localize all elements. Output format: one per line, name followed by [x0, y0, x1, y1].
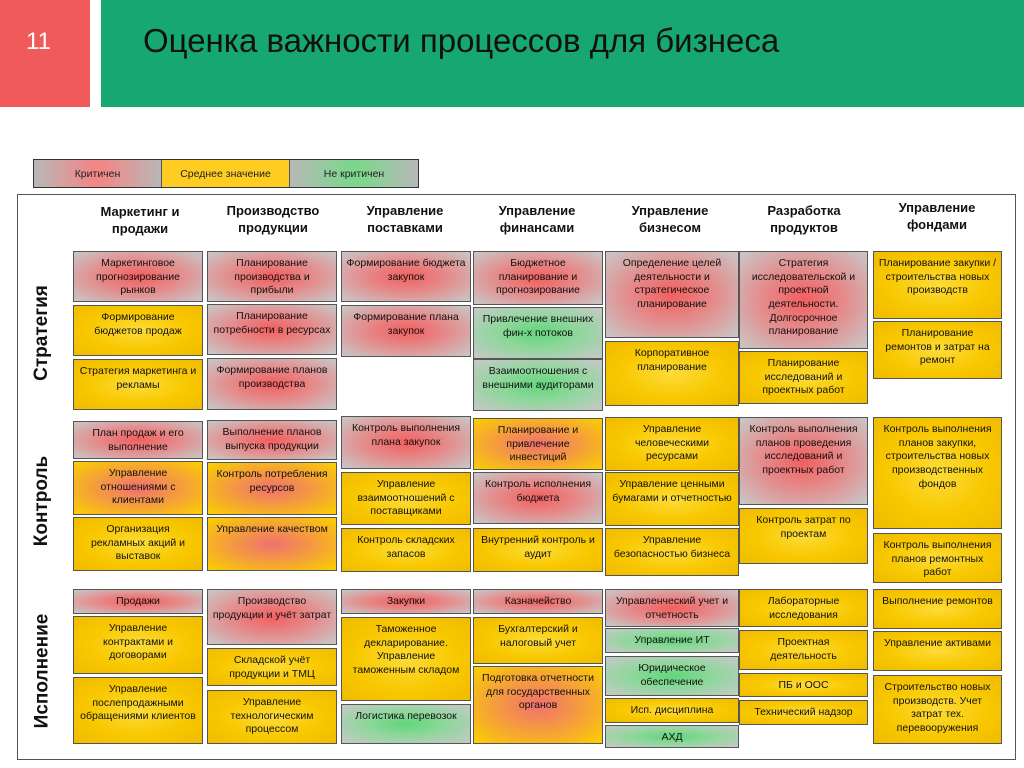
process-cell-supplier-relations: Управление взаимоотношений с поставщиками: [341, 472, 471, 525]
process-cell-investments: Планирование и привлечение инвестиций: [473, 418, 603, 470]
process-cell-it: Управление ИТ: [605, 628, 739, 653]
process-cell-safety-env: ПБ и ООС: [739, 673, 868, 697]
column-header-development: Разработка продуктов: [767, 203, 841, 235]
process-cell-quality: Управление качеством: [207, 517, 337, 571]
process-cell-warehouse: Складской учёт продукции и ТМЦ: [207, 648, 337, 686]
process-cell-sales-budget: Формирование бюджетов продаж: [73, 305, 203, 356]
process-cell-security: Управление безопасностью бизнеса: [605, 528, 739, 576]
header-divider: [92, 0, 101, 107]
process-cell-production-plans: Формирование планов производства: [207, 358, 337, 410]
process-cell-sales: Продажи: [73, 589, 203, 614]
process-cell-auditors: Взаимоотношения с внешними аудиторами: [473, 359, 603, 411]
process-cell-resource-control: Контроль потребления ресурсов: [207, 462, 337, 515]
process-cell-project-activity: Проектная деятельность: [739, 630, 868, 670]
slide-number-box: [0, 0, 90, 107]
process-cell-construction-planning: Планирование закупки / строительства новых производств: [873, 251, 1002, 319]
process-cell-marketing-strategy: Стратегия маркетинга и рекламы: [73, 359, 203, 410]
process-cell-ad-campaigns: Организация рекламных акций и выставок: [73, 517, 203, 571]
legend-critical: Критичен: [34, 160, 162, 187]
process-cell-internal-audit: Внутренний контроль и аудит: [473, 528, 603, 572]
process-cell-sales-plan: План продаж и его выполнение: [73, 421, 203, 459]
process-cell-lab-research: Лабораторные исследования: [739, 589, 868, 627]
page-title: Оценка важности процессов для бизнеса: [143, 22, 780, 59]
process-cell-research-control: Контроль выполнения планов проведения исследований и проектных работ: [739, 417, 868, 505]
process-cell-logistics: Логистика перевозок: [341, 704, 471, 744]
process-cell-budget-execution: Контроль исполнения бюджета: [473, 472, 603, 524]
process-cell-production-costing: Производство продукции и учёт затрат: [207, 589, 337, 645]
row-label-control: Контроль: [31, 455, 53, 547]
process-cell-stock-control: Контроль складских запасов: [341, 528, 471, 572]
process-cell-corporate-planning: Корпоративное планирование: [605, 341, 739, 406]
process-cell-treasury: Казначейство: [473, 589, 603, 614]
process-cell-strategic-planning: Определение целей деятельности и стратегическое планирование: [605, 251, 739, 338]
process-cell-project-costs: Контроль затрат по проектам: [739, 508, 868, 564]
process-cell-purchase-control: Контроль выполнения плана закупок: [341, 416, 471, 469]
process-cell-tech-process: Управление технологическим процессом: [207, 690, 337, 744]
process-cell-management-accounting: Управленческий учет и отчетность: [605, 589, 739, 627]
process-cell-resource-needs: Планирование потребности в ресурсах: [207, 304, 337, 355]
process-cell-aftersales: Управление послепродажными обращениями клиентов: [73, 677, 203, 744]
process-cell-repair-control: Контроль выполнения планов ремонтных работ: [873, 533, 1002, 583]
process-cell-research-planning: Планирование исследований и проектных работ: [739, 351, 868, 404]
process-cell-tech-supervision: Технический надзор: [739, 700, 868, 725]
process-cell-construction-control: Контроль выполнения планов закупки, строительства новых производственных фондов: [873, 417, 1002, 529]
process-cell-client-relations: Управление отношениями с клиентами: [73, 461, 203, 515]
process-cell-research-strategy: Стратегия исследовательской и проектной деятельности. Долгосрочное планирование: [739, 251, 868, 349]
process-cell-purchase-budget: Формирование бюджета закупок: [341, 251, 471, 302]
process-cell-purchases: Закупки: [341, 589, 471, 614]
process-cell-contracts: Управление контрактами и договорами: [73, 616, 203, 674]
column-header-supply: Управление поставками: [366, 203, 444, 235]
process-cell-purchase-plan: Формирование плана закупок: [341, 305, 471, 357]
process-cell-external-finance: Привлечение внешних фин-х потоков: [473, 307, 603, 359]
process-cell-output-plan: Выполнение планов выпуска продукции: [207, 420, 337, 460]
process-cell-production-planning: Планирование производства и прибыли: [207, 251, 337, 302]
legend-medium: Среднее значение: [162, 160, 290, 187]
column-header-funds: Управление фондами: [898, 200, 976, 232]
row-label-strategy: Стратегия: [31, 285, 53, 381]
legend-not-critical: Не критичен: [290, 160, 418, 187]
process-cell-discipline: Исп. дисциплина: [605, 698, 739, 723]
process-cell-assets: Управление активами: [873, 631, 1002, 671]
column-header-production: Производство продукции: [226, 203, 320, 235]
process-cell-new-construction: Строительство новых производств. Учет затрат тех. перевооружения: [873, 675, 1002, 744]
process-cell-hr: Управление человеческими ресурсами: [605, 417, 739, 471]
column-header-business: Управление бизнесом: [631, 203, 709, 235]
process-cell-marketing-forecast: Маркетинговое прогнозирование рынков: [73, 251, 203, 302]
process-cell-repairs: Выполнение ремонтов: [873, 589, 1002, 629]
process-cell-legal: Юридическое обеспечение: [605, 656, 739, 696]
row-label-execution: Исполнение: [31, 613, 53, 729]
process-cell-accounting: Бухгалтерский и налоговый учет: [473, 617, 603, 664]
process-cell-customs: Таможенное декларирование. Управление таможенным складом: [341, 617, 471, 701]
slide-number: 11: [26, 28, 51, 55]
process-cell-ahd: АХД: [605, 725, 739, 748]
column-header-finance: Управление финансами: [498, 203, 576, 235]
process-cell-repair-planning: Планирование ремонтов и затрат на ремонт: [873, 321, 1002, 379]
process-cell-state-reporting: Подготовка отчетности для государственных органов: [473, 666, 603, 744]
process-cell-budget-planning: Бюджетное планирование и прогнозирование: [473, 251, 603, 305]
legend: [33, 159, 419, 188]
process-cell-securities: Управление ценными бумагами и отчетностью: [605, 472, 739, 526]
column-header-marketing: Маркетинг и продажи: [100, 204, 180, 236]
